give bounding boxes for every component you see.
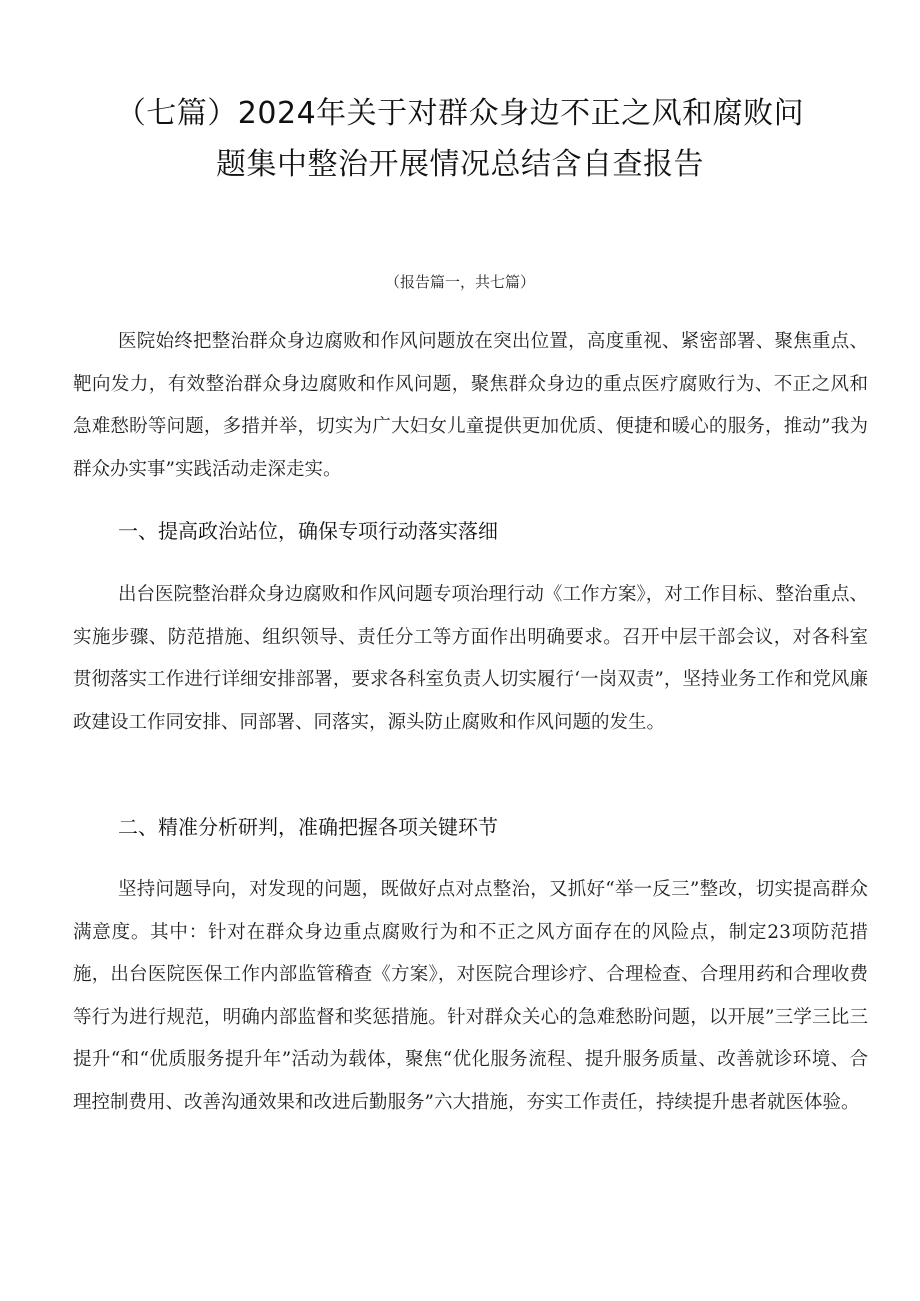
section-heading-1: 一、提高政治站位，确保专项行动落实落细	[118, 519, 498, 543]
document-title-line-1: （七篇）2024年关于对群众身边不正之风和腐败问	[115, 96, 805, 131]
paragraph-section-1: 出台医院整治群众身边腐败和作风问题专项治理行动《工作方案》，对工作目标、整治重点、实施步骤、防范措施、组织领导、责任分工等方面作出明确要求。召开中层干部会议，对各科室贯彻落实工作进行详细安排部署，要求各科室负责人切实履行‘一岗双责”，坚持业务工作和党风廉政建设工作同安排、同部署、同落实，源头防止腐败和作风问题的发生。	[73, 584, 868, 733]
document-title	[80, 88, 840, 190]
paragraph-intro: 医院始终把整治群众身边腐败和作风问题放在突出位置，高度重视、紧密部署、聚焦重点、靶向发力，有效整治群众身边腐败和作风问题，聚焦群众身边的重点医疗腐败行为、不正之风和急难愁盼等问题，多措并举，切实为广大妇女儿童提供更加优质、便捷和暖心的服务，推动”我为群众办实事”实践活动走深走实。	[73, 331, 868, 480]
document-subtitle: （报告篇一，共七篇）	[384, 273, 535, 291]
paragraph-section-2: 坚持问题导向，对发现的问题，既做好点对点整治，又抓好“举一反三”整改，切实提高群众满意度。其中：针对在群众身边重点腐败行为和不正之风方面存在的风险点，制定23项防范措施，出台医院医保工作内部监管稽查《方案》，对医院合理诊疗、合理检查、合理用药和合理收费等行为进行规范，明确内部监督和奖惩措施。针对群众关心的急难愁盼问题，以开展”三学三比三提升“和“优质服务提升年”活动为载体，聚焦“优化服务流程、提升服务质量、改善就诊环境、合理控制费用、改善沟通效果和改进后勤服务”六大措施，夯实工作责任，持续提升患者就医体验。	[73, 879, 868, 1113]
document-title-line-2: 题集中整治开展情况总结含自查报告	[216, 147, 704, 182]
section-heading-2: 二、精准分析研判，准确把握各项关键环节	[118, 815, 498, 839]
